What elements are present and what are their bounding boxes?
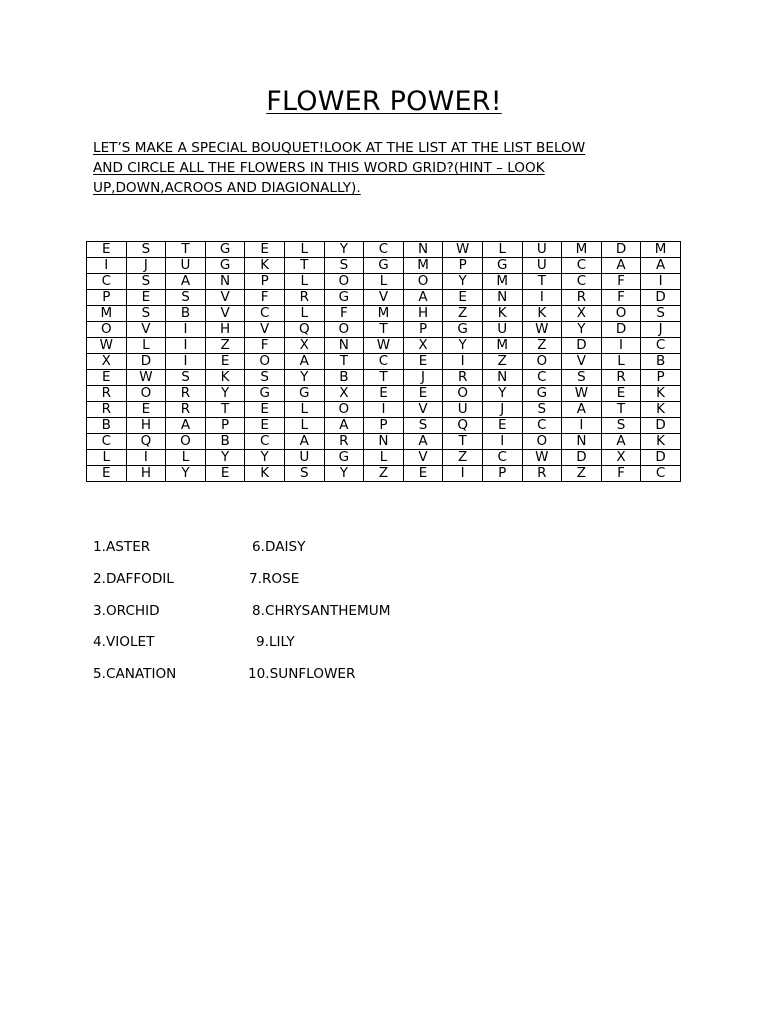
grid-cell: C: [522, 418, 562, 434]
grid-cell: X: [562, 306, 602, 322]
grid-cell: Z: [562, 466, 602, 482]
grid-cell: T: [522, 274, 562, 290]
grid-cell: Q: [284, 322, 324, 338]
word-item: 3.ORCHID: [93, 602, 160, 619]
grid-cell: L: [364, 274, 404, 290]
grid-cell: W: [364, 338, 404, 354]
grid-cell: G: [205, 258, 245, 274]
grid-cell: M: [482, 274, 522, 290]
grid-cell: F: [245, 338, 285, 354]
word-item: 1.ASTER: [93, 539, 151, 555]
grid-cell: P: [482, 466, 522, 482]
grid-cell: A: [562, 402, 602, 418]
grid-cell: Z: [205, 338, 245, 354]
grid-cell: O: [522, 434, 562, 450]
grid-cell: Y: [324, 242, 364, 258]
grid-cell: N: [364, 434, 404, 450]
grid-row: [87, 450, 681, 466]
grid-cell: G: [364, 258, 404, 274]
grid-cell: Q: [443, 418, 483, 434]
grid-cell: K: [522, 306, 562, 322]
word-item: 8.CHRYSANTHEMUM: [252, 602, 391, 619]
grid-cell: R: [166, 386, 206, 402]
grid-cell: I: [641, 274, 681, 290]
grid-cell: S: [601, 418, 641, 434]
grid-cell: V: [126, 322, 166, 338]
grid-cell: E: [403, 386, 443, 402]
instructions: [93, 138, 693, 198]
grid-cell: O: [443, 386, 483, 402]
grid-cell: O: [245, 354, 285, 370]
grid-cell: Y: [284, 370, 324, 386]
grid-cell: Z: [443, 306, 483, 322]
grid-cell: J: [641, 322, 681, 338]
grid-cell: I: [166, 338, 206, 354]
grid-cell: I: [87, 258, 127, 274]
grid-cell: T: [166, 242, 206, 258]
grid-cell: E: [403, 466, 443, 482]
grid-cell: A: [601, 434, 641, 450]
instructions-line-3: UP,DOWN,ACROOS AND DIAGIONALLY).: [93, 180, 361, 196]
grid-cell: C: [245, 306, 285, 322]
grid-cell: R: [522, 466, 562, 482]
grid-row: [87, 306, 681, 322]
grid-cell: A: [284, 434, 324, 450]
word-list-row: [93, 539, 493, 571]
grid-cell: I: [126, 450, 166, 466]
grid-row: [87, 322, 681, 338]
grid-cell: L: [284, 242, 324, 258]
grid-cell: Y: [443, 338, 483, 354]
grid-cell: H: [205, 322, 245, 338]
grid-cell: O: [324, 402, 364, 418]
grid-cell: D: [601, 322, 641, 338]
grid-cell: S: [641, 306, 681, 322]
grid-cell: E: [245, 242, 285, 258]
grid-cell: Z: [443, 450, 483, 466]
grid-cell: Y: [562, 322, 602, 338]
instructions-line-2: AND CIRCLE ALL THE FLOWERS IN THIS WORD GRID?(HINT – LOOK: [93, 160, 545, 176]
grid-cell: C: [87, 274, 127, 290]
grid-cell: W: [87, 338, 127, 354]
grid-cell: P: [443, 258, 483, 274]
grid-cell: I: [443, 354, 483, 370]
grid-cell: J: [482, 402, 522, 418]
grid-cell: M: [641, 242, 681, 258]
grid-cell: T: [205, 402, 245, 418]
grid-cell: N: [482, 290, 522, 306]
grid-cell: S: [403, 418, 443, 434]
grid-row: [87, 290, 681, 306]
grid-cell: M: [482, 338, 522, 354]
grid-row: [87, 354, 681, 370]
grid-cell: E: [245, 418, 285, 434]
grid-cell: S: [166, 370, 206, 386]
grid-cell: A: [324, 418, 364, 434]
grid-cell: C: [482, 450, 522, 466]
word-item: 6.DAISY: [252, 539, 306, 555]
grid-cell: F: [601, 274, 641, 290]
grid-cell: H: [403, 306, 443, 322]
grid-cell: E: [126, 402, 166, 418]
grid-cell: D: [562, 450, 602, 466]
grid-cell: E: [205, 354, 245, 370]
grid-cell: V: [403, 402, 443, 418]
instructions-line-1: LET’S MAKE A SPECIAL BOUQUET!LOOK AT THE LIST AT THE LIST BELOW: [93, 140, 586, 156]
grid-cell: L: [166, 450, 206, 466]
grid-cell: M: [403, 258, 443, 274]
grid-cell: U: [284, 450, 324, 466]
grid-cell: S: [166, 290, 206, 306]
grid-cell: X: [324, 386, 364, 402]
grid-cell: R: [443, 370, 483, 386]
grid-row: [87, 258, 681, 274]
grid-cell: S: [522, 402, 562, 418]
grid-cell: Y: [324, 466, 364, 482]
grid-cell: I: [522, 290, 562, 306]
grid-cell: R: [87, 402, 127, 418]
grid-cell: P: [245, 274, 285, 290]
grid-cell: E: [245, 402, 285, 418]
grid-cell: R: [284, 290, 324, 306]
grid-cell: E: [205, 466, 245, 482]
grid-cell: V: [403, 450, 443, 466]
grid-cell: I: [601, 338, 641, 354]
grid-cell: E: [601, 386, 641, 402]
grid-cell: T: [324, 354, 364, 370]
grid-cell: V: [205, 290, 245, 306]
grid-cell: W: [522, 322, 562, 338]
grid-cell: P: [641, 370, 681, 386]
grid-cell: A: [284, 354, 324, 370]
grid-cell: F: [601, 290, 641, 306]
grid-cell: A: [601, 258, 641, 274]
grid-cell: O: [166, 434, 206, 450]
grid-cell: C: [245, 434, 285, 450]
grid-cell: C: [522, 370, 562, 386]
grid-cell: B: [324, 370, 364, 386]
grid-cell: A: [166, 418, 206, 434]
grid-cell: E: [482, 418, 522, 434]
grid-cell: T: [601, 402, 641, 418]
grid-cell: O: [87, 322, 127, 338]
word-list-row: [93, 666, 493, 698]
grid-cell: I: [166, 322, 206, 338]
grid-cell: Q: [126, 434, 166, 450]
grid-cell: X: [403, 338, 443, 354]
grid-cell: C: [641, 338, 681, 354]
grid-cell: U: [522, 258, 562, 274]
grid-cell: C: [562, 258, 602, 274]
grid-cell: S: [126, 274, 166, 290]
grid-cell: U: [522, 242, 562, 258]
grid-cell: D: [126, 354, 166, 370]
grid-cell: G: [522, 386, 562, 402]
grid-cell: G: [324, 450, 364, 466]
grid-cell: O: [126, 386, 166, 402]
grid-cell: S: [126, 306, 166, 322]
grid-cell: E: [126, 290, 166, 306]
grid-cell: N: [324, 338, 364, 354]
word-item: 2.DAFFODIL: [93, 570, 174, 587]
grid-cell: J: [126, 258, 166, 274]
grid-cell: V: [562, 354, 602, 370]
grid-cell: V: [245, 322, 285, 338]
grid-cell: F: [245, 290, 285, 306]
grid-cell: I: [364, 402, 404, 418]
grid-row: [87, 242, 681, 258]
grid-cell: I: [443, 466, 483, 482]
grid-cell: N: [403, 242, 443, 258]
grid-cell: R: [562, 290, 602, 306]
word-item: 10.SUNFLOWER: [248, 666, 356, 683]
grid-cell: G: [245, 386, 285, 402]
grid-cell: L: [284, 274, 324, 290]
grid-cell: Z: [522, 338, 562, 354]
grid-cell: T: [364, 370, 404, 386]
grid-cell: G: [284, 386, 324, 402]
grid-cell: E: [443, 290, 483, 306]
grid-cell: B: [205, 434, 245, 450]
grid-cell: O: [522, 354, 562, 370]
grid-cell: K: [245, 258, 285, 274]
grid-cell: G: [482, 258, 522, 274]
grid-cell: A: [166, 274, 206, 290]
grid-cell: D: [641, 290, 681, 306]
grid-cell: O: [601, 306, 641, 322]
grid-cell: C: [562, 274, 602, 290]
grid-row: [87, 418, 681, 434]
grid-cell: F: [324, 306, 364, 322]
grid-cell: W: [522, 450, 562, 466]
grid-cell: P: [364, 418, 404, 434]
grid-cell: B: [641, 354, 681, 370]
grid-cell: W: [126, 370, 166, 386]
grid-cell: Y: [245, 450, 285, 466]
grid-cell: Z: [482, 354, 522, 370]
grid-cell: L: [284, 402, 324, 418]
grid-cell: W: [562, 386, 602, 402]
grid-cell: Y: [205, 386, 245, 402]
grid-cell: N: [482, 370, 522, 386]
grid-cell: L: [364, 450, 404, 466]
grid-cell: F: [601, 466, 641, 482]
grid-cell: L: [284, 306, 324, 322]
grid-cell: G: [205, 242, 245, 258]
grid-cell: S: [562, 370, 602, 386]
grid-cell: N: [562, 434, 602, 450]
grid-cell: K: [641, 386, 681, 402]
grid-cell: P: [403, 322, 443, 338]
grid-row: [87, 402, 681, 418]
grid-cell: M: [87, 306, 127, 322]
grid-cell: L: [482, 242, 522, 258]
grid-cell: K: [245, 466, 285, 482]
grid-cell: Y: [205, 450, 245, 466]
grid-cell: A: [641, 258, 681, 274]
grid-cell: E: [403, 354, 443, 370]
grid-cell: U: [166, 258, 206, 274]
grid-cell: S: [284, 466, 324, 482]
grid-cell: B: [166, 306, 206, 322]
grid-row: [87, 338, 681, 354]
grid-cell: M: [562, 242, 602, 258]
word-item: 7.ROSE: [249, 570, 300, 587]
word-search-grid: [86, 241, 681, 482]
grid-cell: R: [87, 386, 127, 402]
grid-cell: D: [641, 418, 681, 434]
word-item: 5.CANATION: [93, 666, 177, 683]
grid-cell: O: [403, 274, 443, 290]
grid-cell: K: [641, 402, 681, 418]
grid-cell: O: [324, 322, 364, 338]
grid-row: [87, 370, 681, 386]
grid-cell: D: [562, 338, 602, 354]
grid-cell: R: [166, 402, 206, 418]
grid-cell: C: [87, 434, 127, 450]
word-list-row: [93, 571, 493, 603]
grid-cell: D: [641, 450, 681, 466]
grid-row: [87, 434, 681, 450]
grid-cell: X: [601, 450, 641, 466]
grid-cell: H: [126, 466, 166, 482]
grid-cell: T: [443, 434, 483, 450]
word-list-row: [93, 634, 493, 666]
grid-cell: L: [87, 450, 127, 466]
word-item: 4.VIOLET: [93, 634, 155, 651]
grid-cell: R: [601, 370, 641, 386]
grid-cell: P: [87, 290, 127, 306]
grid-cell: U: [482, 322, 522, 338]
grid-cell: K: [205, 370, 245, 386]
flower-word-list: [93, 539, 493, 698]
grid-cell: Y: [443, 274, 483, 290]
grid-cell: M: [364, 306, 404, 322]
grid-cell: T: [284, 258, 324, 274]
grid-cell: V: [364, 290, 404, 306]
grid-cell: G: [324, 290, 364, 306]
grid-cell: E: [87, 466, 127, 482]
grid-cell: R: [324, 434, 364, 450]
grid-cell: K: [482, 306, 522, 322]
grid-cell: I: [166, 354, 206, 370]
grid-cell: S: [324, 258, 364, 274]
grid-cell: V: [205, 306, 245, 322]
grid-cell: N: [205, 274, 245, 290]
grid-cell: E: [364, 386, 404, 402]
grid-cell: S: [245, 370, 285, 386]
grid-cell: W: [443, 242, 483, 258]
word-list-row: [93, 603, 493, 635]
grid-cell: O: [324, 274, 364, 290]
grid-cell: I: [562, 418, 602, 434]
grid-cell: C: [641, 466, 681, 482]
grid-cell: H: [126, 418, 166, 434]
grid-cell: Y: [166, 466, 206, 482]
grid-cell: X: [284, 338, 324, 354]
grid-cell: I: [482, 434, 522, 450]
page-title: FLOWER POWER!: [266, 86, 502, 117]
grid-cell: B: [87, 418, 127, 434]
grid-cell: A: [403, 434, 443, 450]
grid-cell: Y: [482, 386, 522, 402]
grid-cell: C: [364, 242, 404, 258]
grid-cell: A: [403, 290, 443, 306]
grid-row: [87, 386, 681, 402]
grid-cell: U: [443, 402, 483, 418]
grid-cell: Z: [364, 466, 404, 482]
grid-cell: J: [403, 370, 443, 386]
grid-row: [87, 274, 681, 290]
grid-cell: E: [87, 242, 127, 258]
grid-cell: C: [364, 354, 404, 370]
grid-cell: X: [87, 354, 127, 370]
grid-cell: L: [126, 338, 166, 354]
grid-cell: L: [601, 354, 641, 370]
grid-cell: E: [87, 370, 127, 386]
grid-cell: G: [443, 322, 483, 338]
grid-cell: P: [205, 418, 245, 434]
word-item: 9.LILY: [256, 634, 295, 651]
grid-row: [87, 466, 681, 482]
grid-cell: D: [601, 242, 641, 258]
grid-cell: S: [126, 242, 166, 258]
grid-cell: K: [641, 434, 681, 450]
grid-cell: L: [284, 418, 324, 434]
grid-cell: T: [364, 322, 404, 338]
